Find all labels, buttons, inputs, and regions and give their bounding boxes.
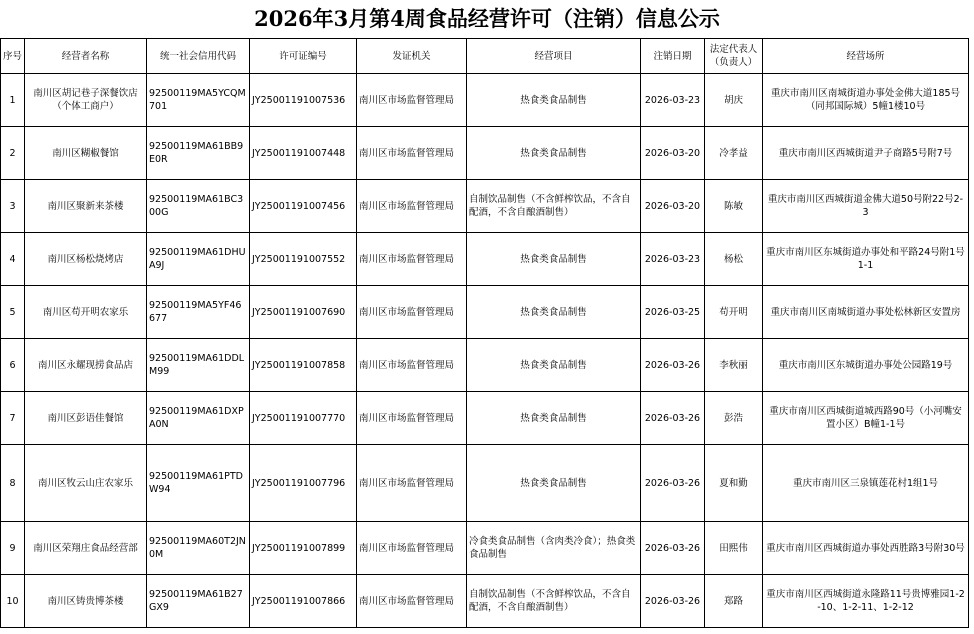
cell-name: 南川区糊椒餐馆 <box>25 127 147 180</box>
cell-license-no: JY25001191007796 <box>250 445 357 522</box>
cell-credit-code: 92500119MA5YF46677 <box>147 286 250 339</box>
cell-address: 重庆市南川区西城街道永隆路11号贵博雅园1-2-10、1-2-11、1-2-12 <box>763 575 969 628</box>
cell-no: 1 <box>1 74 25 127</box>
cell-credit-code: 92500119MA61BB9E0R <box>147 127 250 180</box>
cell-authority: 南川区市场监督管理局 <box>357 233 467 286</box>
cell-no: 8 <box>1 445 25 522</box>
table-row <box>1 127 969 180</box>
cell-license-no: JY25001191007899 <box>250 522 357 575</box>
table-row <box>1 522 969 575</box>
cell-name: 南川区苟开明农家乐 <box>25 286 147 339</box>
cell-legal-rep: 李秋丽 <box>705 339 763 392</box>
cell-name: 南川区聚新来茶楼 <box>25 180 147 233</box>
cell-address: 重庆市南川区南城街道办事处金佛大道185号（同邦国际城）5幢1楼10号 <box>763 74 969 127</box>
cell-no: 9 <box>1 522 25 575</box>
cell-cancel-date: 2026-03-26 <box>641 392 705 445</box>
header-name: 经营者名称 <box>25 39 147 74</box>
header-business-item: 经营项目 <box>467 39 641 74</box>
cell-business-item: 热食类食品制售 <box>467 392 641 445</box>
cell-credit-code: 92500119MA61DHUA9J <box>147 233 250 286</box>
cell-legal-rep: 郑路 <box>705 575 763 628</box>
header-cancel-date: 注销日期 <box>641 39 705 74</box>
cell-license-no: JY25001191007448 <box>250 127 357 180</box>
license-table <box>0 38 969 628</box>
cell-business-item: 热食类食品制售 <box>467 233 641 286</box>
cell-legal-rep: 杨松 <box>705 233 763 286</box>
cell-cancel-date: 2026-03-20 <box>641 127 705 180</box>
cell-credit-code: 92500119MA61B27GX9 <box>147 575 250 628</box>
cell-name: 南川区杨松烧烤店 <box>25 233 147 286</box>
cell-legal-rep: 苟开明 <box>705 286 763 339</box>
cell-business-item: 热食类食品制售 <box>467 127 641 180</box>
cell-credit-code: 92500119MA61DXPA0N <box>147 392 250 445</box>
table-row <box>1 286 969 339</box>
page-title: 2026年3月第4周食品经营许可（注销）信息公示 <box>254 6 720 31</box>
cell-address: 重庆市南川区西城街道城西路90号（小河嘴安置小区）B幢1-1号 <box>763 392 969 445</box>
cell-no: 2 <box>1 127 25 180</box>
cell-business-item: 热食类食品制售 <box>467 286 641 339</box>
cell-credit-code: 92500119MA5YCQM701 <box>147 74 250 127</box>
cell-authority: 南川区市场监督管理局 <box>357 575 467 628</box>
cell-no: 4 <box>1 233 25 286</box>
cell-cancel-date: 2026-03-26 <box>641 522 705 575</box>
cell-name: 南川区荣翔庄食品经营部 <box>25 522 147 575</box>
cell-legal-rep: 彭浩 <box>705 392 763 445</box>
header-authority: 发证机关 <box>357 39 467 74</box>
cell-cancel-date: 2026-03-23 <box>641 74 705 127</box>
cell-credit-code: 92500119MA61DDLM99 <box>147 339 250 392</box>
table-header-row <box>1 39 969 74</box>
cell-cancel-date: 2026-03-26 <box>641 575 705 628</box>
table-row <box>1 74 969 127</box>
cell-address: 重庆市南川区南城街道办事处松林新区安置房 <box>763 286 969 339</box>
table-row <box>1 233 969 286</box>
cell-license-no: JY25001191007770 <box>250 392 357 445</box>
cell-cancel-date: 2026-03-20 <box>641 180 705 233</box>
cell-name: 南川区永耀现捞食品店 <box>25 339 147 392</box>
cell-cancel-date: 2026-03-23 <box>641 233 705 286</box>
cell-credit-code: 92500119MA61PTDW94 <box>147 445 250 522</box>
cell-license-no: JY25001191007866 <box>250 575 357 628</box>
cell-cancel-date: 2026-03-26 <box>641 339 705 392</box>
cell-authority: 南川区市场监督管理局 <box>357 127 467 180</box>
cell-address: 重庆市南川区西城街道金佛大道50号附22号2-3 <box>763 180 969 233</box>
cell-authority: 南川区市场监督管理局 <box>357 180 467 233</box>
cell-legal-rep: 田熙伟 <box>705 522 763 575</box>
table-row <box>1 445 969 522</box>
cell-address: 重庆市南川区西城街道办事处西胜路3号附30号 <box>763 522 969 575</box>
cell-cancel-date: 2026-03-26 <box>641 445 705 522</box>
cell-business-item: 冷食类食品制售（含肉类冷食）；热食类食品制售 <box>467 522 641 575</box>
cell-license-no: JY25001191007858 <box>250 339 357 392</box>
cell-authority: 南川区市场监督管理局 <box>357 74 467 127</box>
cell-legal-rep: 陈敏 <box>705 180 763 233</box>
cell-legal-rep: 冷孝益 <box>705 127 763 180</box>
header-legal-rep: 法定代表人（负责人） <box>705 39 763 74</box>
header-address: 经营场所 <box>763 39 969 74</box>
cell-business-item: 热食类食品制售 <box>467 445 641 522</box>
table-row <box>1 180 969 233</box>
cell-authority: 南川区市场监督管理局 <box>357 522 467 575</box>
header-credit-code: 统一社会信用代码 <box>147 39 250 74</box>
header-license-no: 许可证编号 <box>250 39 357 74</box>
cell-no: 10 <box>1 575 25 628</box>
cell-legal-rep: 胡庆 <box>705 74 763 127</box>
table-row <box>1 575 969 628</box>
table-row <box>1 392 969 445</box>
header-no: 序号 <box>1 39 25 74</box>
cell-authority: 南川区市场监督管理局 <box>357 286 467 339</box>
cell-no: 7 <box>1 392 25 445</box>
cell-address: 重庆市南川区东城街道办事处和平路24号附1号1-1 <box>763 233 969 286</box>
cell-name: 南川区铸贵博茶楼 <box>25 575 147 628</box>
cell-name: 南川区牧云山庄农家乐 <box>25 445 147 522</box>
cell-no: 6 <box>1 339 25 392</box>
cell-address: 重庆市南川区西城街道尹子商路5号附7号 <box>763 127 969 180</box>
cell-cancel-date: 2026-03-25 <box>641 286 705 339</box>
cell-business-item: 自制饮品制售（不含鲜榨饮品，不含自配酒，不含自酿酒制售） <box>467 575 641 628</box>
cell-no: 3 <box>1 180 25 233</box>
cell-address: 重庆市南川区东城街道办事处公园路19号 <box>763 339 969 392</box>
cell-credit-code: 92500119MA61BC300G <box>147 180 250 233</box>
table-row <box>1 339 969 392</box>
cell-license-no: JY25001191007456 <box>250 180 357 233</box>
cell-name: 南川区彭语佳餐馆 <box>25 392 147 445</box>
cell-authority: 南川区市场监督管理局 <box>357 392 467 445</box>
cell-no: 5 <box>1 286 25 339</box>
cell-credit-code: 92500119MA60T2JN0M <box>147 522 250 575</box>
cell-license-no: JY25001191007690 <box>250 286 357 339</box>
cell-name: 南川区胡记巷子深餐饮店（个体工商户） <box>25 74 147 127</box>
cell-license-no: JY25001191007536 <box>250 74 357 127</box>
cell-legal-rep: 夏和勤 <box>705 445 763 522</box>
cell-address: 重庆市南川区三泉镇莲花村1组1号 <box>763 445 969 522</box>
cell-business-item: 热食类食品制售 <box>467 74 641 127</box>
cell-business-item: 自制饮品制售（不含鲜榨饮品，不含自配酒，不含自酿酒制售） <box>467 180 641 233</box>
cell-authority: 南川区市场监督管理局 <box>357 445 467 522</box>
cell-license-no: JY25001191007552 <box>250 233 357 286</box>
cell-authority: 南川区市场监督管理局 <box>357 339 467 392</box>
cell-business-item: 热食类食品制售 <box>467 339 641 392</box>
